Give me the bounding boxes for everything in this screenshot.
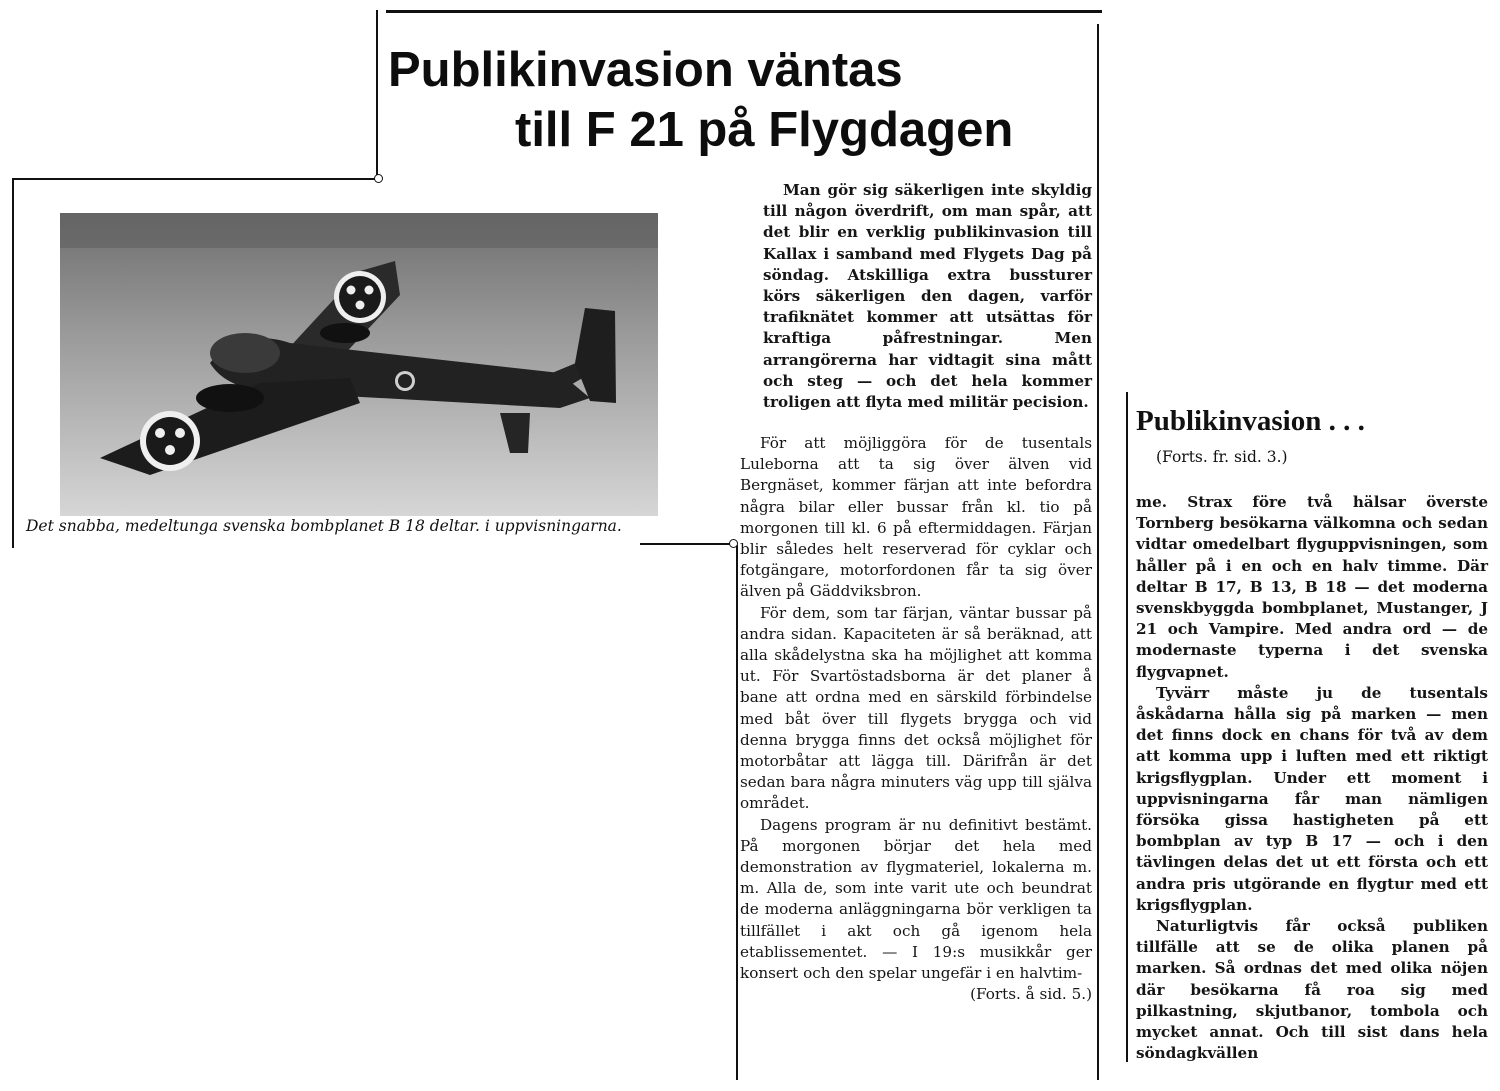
border-left-headline bbox=[376, 10, 378, 178]
photo-caption: Det snabba, medeltunga svenska bombplanet B 18 deltar. i uppvisningarna. bbox=[26, 517, 622, 535]
continuation-paragraph: Naturligtvis får också publiken tillfälle att se de olika planen på marken. Så ordnas det med olika nöjen där besökarna få roa sig med pilkastning, skjutbanor, tombola och mycket annat. Och till sist dans hela söndagkvällen bbox=[1136, 917, 1488, 1063]
continuation-paragraph: Tyvärr måste ju de tusentals åskådarna hålla sig på marken — men det finns dock en chans för två av dem att komma upp i luften med ett riktigt krigsflygplan. Under ett moment i uppvisningarna får man nämligen försöka gissa hastigheten på ett bombplan av typ B 17 — och i den tävlingen delas det ut ett första och ett andra pris utgörande en flygtur med ett krigsflygplan. bbox=[1136, 683, 1488, 914]
continued-from-note: (Forts. fr. sid. 3.) bbox=[1156, 448, 1288, 466]
corner-mark bbox=[729, 539, 738, 548]
border-left-text bbox=[736, 545, 738, 1080]
continuation-heading: Publikinvasion . . . bbox=[1136, 405, 1365, 437]
b18-bomber-image bbox=[60, 213, 658, 516]
article-paragraph: För att möjliggöra för de tusentals Luleborna att ta sig över älven vid Bergnäset, kommer färjan att inte befordra några bilar eller bussar från kl. tio på morgonen till kl. 6 på eftermiddagen. Färjan blir således helt reserverad för cyklar och fotgängare, motorfordonen får ta sig över älven på Gäddviksbron. bbox=[740, 434, 1092, 601]
lead-paragraph: Man gör sig säkerligen inte skyldig till någon överdrift, om man spår, att det blir en verklig publikinvasion till Kallax i samband med Flygets Dag på söndag. Atskilliga extra bussturer körs säkerligen den dagen, varför trafiknätet kommer att utsättas för kraftiga påfrestningar. Men arrangörerna har vidtagit sina mått och steg — och det hela kommer troligen att flyta med militär pecision. bbox=[763, 181, 1092, 412]
border-mid bbox=[12, 178, 380, 180]
border-left-photo bbox=[12, 178, 14, 548]
article-paragraph: Dagens program är nu definitivt bestämt. På morgonen börjar det hela med demonstration av flygmateriel, lokalerna m. m. Alla de, som inte varit ute och beundrat de moderna anläggningarna bör verkligen ta tillfället i akt och gå igenom hela etablissementet. — I 19:s musikkår ger konsert och den spelar ungefär i en halvtim- bbox=[740, 815, 1092, 983]
article-paragraph: För dem, som tar färjan, väntar bussar på andra sidan. Kapaciteten är så beräknad, att alla skådelystna ska ha möjlighet att komma ut. För Svartöstadsborna är det planer å bane att ordna med en särskild förbindelse med båt över till flygets brygga och vid denna brygga finns det också möjlighet för motorbåtar att lägga till. Därifrån är det sedan bara några minuters väg upp till själva området. bbox=[740, 603, 1092, 813]
headline-line2: till F 21 på Flygdagen bbox=[515, 103, 1014, 157]
continuation-paragraph: me. Strax före två hälsar överste Tornberg besökarna välkomna och sedan vidtar omedelbart flyguppvisningen, som håller på i en och en halv timme. Där deltar B 17, B 13, B 18 — det moderna svenskbyggda bombplanet, Mustanger, J 21 och Vampire. Med andra ord — de modernaste typerna i det svenska flygvapnet. bbox=[1136, 493, 1488, 681]
article-lead bbox=[763, 180, 1092, 413]
article-body bbox=[740, 433, 1092, 1005]
border-right-main bbox=[1097, 24, 1099, 1080]
continued-note: (Forts. å sid. 5.) bbox=[970, 985, 1092, 1004]
headline-line1: Publikinvasion väntas bbox=[388, 43, 903, 97]
aircraft-photo bbox=[60, 213, 658, 516]
continuation-body bbox=[1136, 492, 1488, 1064]
border-left-cont bbox=[1126, 392, 1128, 1062]
border-top bbox=[386, 10, 1102, 13]
border-photo-bottom bbox=[640, 543, 732, 545]
corner-mark bbox=[374, 174, 383, 183]
